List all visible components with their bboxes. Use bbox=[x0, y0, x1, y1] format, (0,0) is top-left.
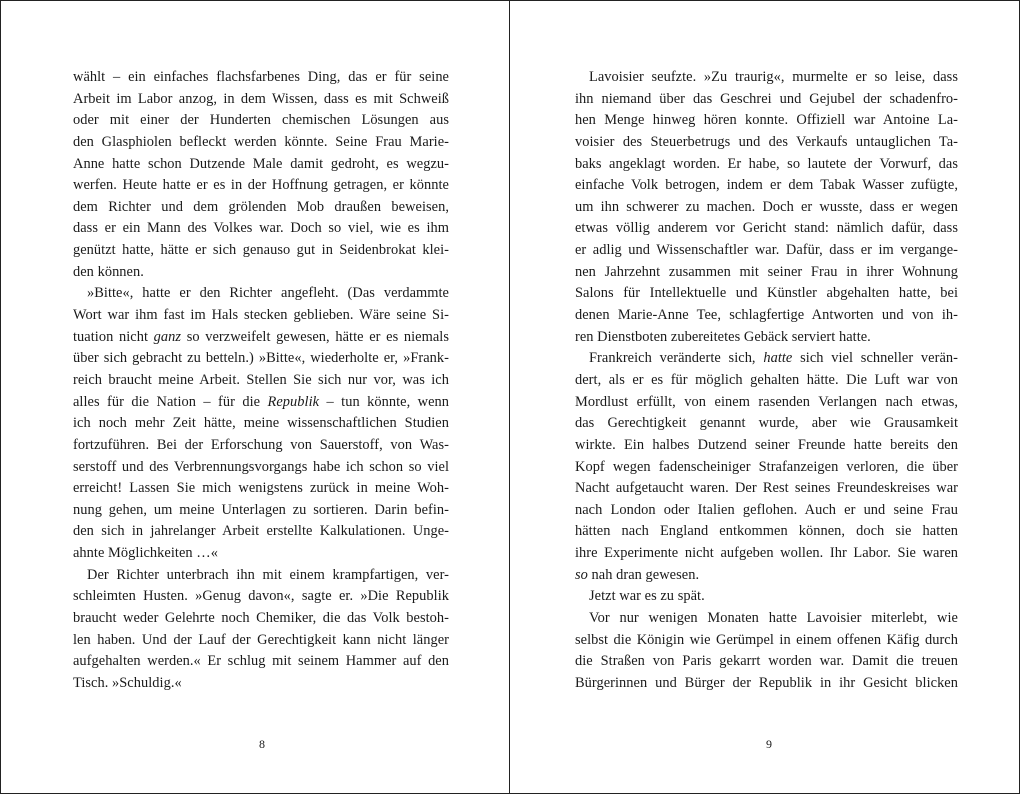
right-text-line: etwas völlig anderem vor Gericht stand: nämlich dafür, dass bbox=[575, 220, 958, 237]
left-text-line: aufgehalten werden.« Er schlug mit seinem Hammer auf den bbox=[73, 653, 449, 670]
left-text-line: Wort war ihm fast im Hals stecken geblieben. Wäre seine Si- bbox=[73, 307, 449, 324]
left-text-line: Tisch. »Schuldig.« bbox=[73, 674, 182, 691]
page-number-right: 9 bbox=[766, 737, 772, 751]
left-text-line: den können. bbox=[73, 263, 144, 280]
right-text-line: Jetzt war es zu spät. bbox=[589, 588, 705, 605]
right-text-line: Mordlust erfüllt, von einem rasenden Verlangen nach etwas, bbox=[575, 393, 958, 410]
left-text-line: erreicht! Lassen Sie mich wenigstens zurück in meine Woh- bbox=[73, 480, 449, 497]
right-text-line: die Straßen von Paris gekarrt worden war. Damit die treuen bbox=[575, 653, 958, 670]
left-text-line: den Glasphiolen befleckt werden könnte. Seine Frau Marie- bbox=[73, 133, 449, 150]
left-text-line: über sich gebracht zu betteln.) »Bitte«, wiederholte er, »Frank- bbox=[73, 350, 449, 367]
right-text-line: Kopf wegen fadenscheiniger Strafanzeigen verloren, die über bbox=[575, 458, 958, 475]
right-text-line: nen Jahrzehnt zusammen mit seiner Frau in ihrer Wohnung bbox=[575, 263, 958, 280]
left-text-line: braucht weder Gelehrte noch Chemiker, die das Volk bestoh- bbox=[73, 610, 449, 627]
left-page-text bbox=[73, 67, 449, 695]
left-text-line: dem Richter und dem grölenden Mob draußen beweisen, bbox=[73, 198, 449, 215]
left-text-line: wählt – ein einfaches flachsfarbenes Ding, das er für seine bbox=[73, 69, 449, 85]
right-text-line: baks angeklagt worden. Er habe, so lautete der Vorwurf, das bbox=[575, 155, 958, 172]
right-text-line: nach London oder Italien geflohen. Auch er und seine Frau bbox=[575, 501, 958, 518]
right-text-line: Nacht aufgetaucht waren. Der Rest seines Freundeskreises war bbox=[575, 480, 958, 497]
left-text-line: ahnte Möglichkeiten …« bbox=[73, 545, 218, 562]
left-text-line: den sich in jahrelanger Arbeit erstellte Kalkulationen. Unge- bbox=[73, 523, 449, 540]
left-text-line: fortzuführen. Bei der Erforschung von Sauerstoff, von Was- bbox=[73, 436, 449, 453]
left-text-line: tuation nicht ganz so verzweifelt gewesen, hätte er es niemals bbox=[73, 328, 450, 345]
right-text-line: einfache Volk betrogen, indem er dem Tabak Wasser zufügte, bbox=[575, 177, 958, 194]
right-text-line: Frankreich veränderte sich, hatte sich viel schneller verän- bbox=[589, 350, 958, 367]
left-text-line: len haben. Und der Lauf der Gerechtigkeit kann nicht länger bbox=[73, 631, 449, 648]
left-text-line: Der Richter unterbrach ihn mit einem krampfartigen, ver- bbox=[87, 566, 449, 583]
right-text-line: wirkte. Ein halbes Dutzend seiner Freunde hatte bereits den bbox=[575, 436, 958, 453]
left-text-line: serstoff und des Verbrennungsvorgangs habe ich schon so viel bbox=[73, 458, 449, 475]
left-text-line: reich braucht meine Arbeit. Stellen Sie sich nur vor, was ich bbox=[73, 371, 449, 388]
right-text-line: ihre Experimente nicht aufgeben wollen. Ihr Labor. Sie waren bbox=[575, 545, 958, 562]
left-text-line: werfen. Heute hatte er es in der Hoffnung getragen, er könnte bbox=[73, 177, 449, 194]
left-text-line: nung gehen, um meine Unterlagen zu sortieren. Darin befin- bbox=[73, 501, 449, 518]
right-page-text bbox=[575, 67, 958, 695]
left-page bbox=[1, 1, 510, 793]
left-text-line: alles für die Nation – für die Republik – tun könnte, wenn bbox=[73, 393, 450, 410]
right-text-line: ren Dienstboten zubereitetes Gebäck serviert hatte. bbox=[575, 328, 871, 345]
left-text-line: Anne hatte schon Dutzende Male damit gedroht, es wegzu- bbox=[73, 155, 449, 172]
left-text-line: Arbeit im Labor anzog, in dem Wissen, dass es mit Schweiß bbox=[73, 90, 449, 107]
right-text-line: voisier des Steuerbetrugs und des Verkaufs untauglichen Ta- bbox=[575, 133, 958, 150]
left-text-line: »Bitte«, hatte er den Richter angefleht. (Das verdammte bbox=[87, 285, 449, 302]
left-text-line: genützt hatte, hätte er sich genauso gut in Seidenbrokat klei- bbox=[73, 242, 449, 259]
right-text-line: das Gerechtigkeit genannt wurde, aber wie Grausamkeit bbox=[575, 415, 958, 432]
right-text-line: hätten nach England entkommen können, doch sie hatten bbox=[575, 523, 958, 540]
right-text-line: Salons für Intellektuelle und Künstler abgehalten hatte, bei bbox=[575, 285, 958, 302]
left-text-line: ich noch mehr Zeit hätte, meine wissenschaftlichen Studien bbox=[73, 415, 449, 432]
left-text-line: schleimten Husten. »Genug davon«, sagte er. »Die Republik bbox=[73, 588, 449, 605]
right-text-line: um ihn schwerer zu machen. Doch er wusste, dass er wegen bbox=[575, 198, 958, 215]
right-text-line: Bürgerinnen und Bürger der Republik in ihr Gesicht blicken bbox=[575, 674, 958, 691]
right-text-line: denen Marie-Anne Tee, schlagfertige Antworten und von ih- bbox=[575, 307, 958, 324]
right-text-line: selbst die Königin wie Gerümpel in einem offenen Käfig durch bbox=[575, 631, 958, 648]
right-text-line: Lavoisier seufzte. »Zu traurig«, murmelte er so leise, dass bbox=[589, 69, 958, 85]
right-text-line: ihn niemand über das Geschrei und Gejubel der schadenfro- bbox=[575, 90, 958, 107]
page-number-left: 8 bbox=[259, 737, 265, 751]
left-text-line: oder mit einer der Hunderten chemischen Lösungen aus bbox=[73, 112, 449, 129]
right-text-line: Vor nur wenigen Monaten hatte Lavoisier miterlebt, wie bbox=[589, 610, 958, 627]
right-text-line: dert, als er es für möglich gehalten hätte. Die Luft war von bbox=[575, 371, 958, 388]
right-page bbox=[510, 1, 1019, 793]
right-text-line: er adlig und Wissenschaftler war. Dafür, dass er im vergange- bbox=[575, 242, 958, 259]
right-text-line: hen Menge hinweg hören konnte. Offiziell war Antoine La- bbox=[575, 112, 958, 129]
right-text-line: so nah dran gewesen. bbox=[575, 566, 700, 583]
left-text-line: dass er ein Mann des Volkes war. Doch so viel, wie es ihm bbox=[73, 220, 449, 237]
